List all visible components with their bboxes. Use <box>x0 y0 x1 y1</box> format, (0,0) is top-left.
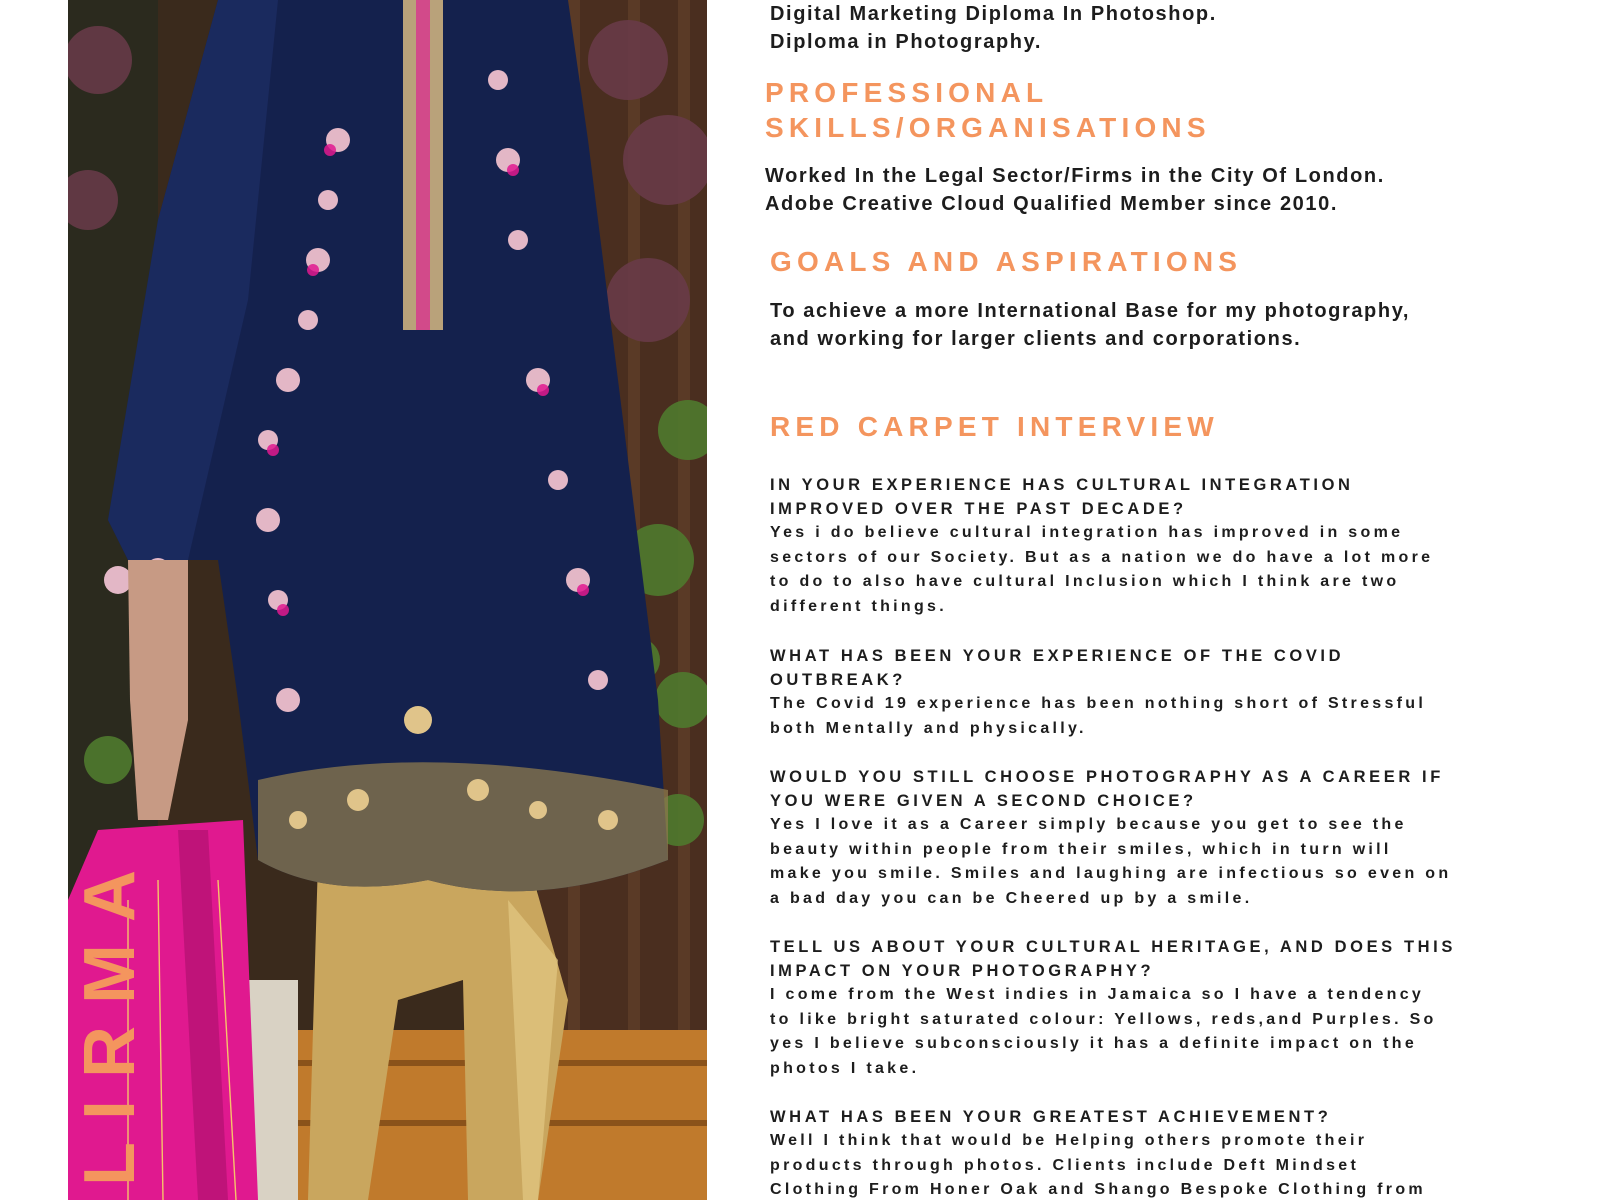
hero-photo <box>68 0 707 1200</box>
interview-answer: I come from the West indies in Jamaica so I have a tendency <box>770 986 1425 1003</box>
interview-answer: products through photos. Clients include Deft Mindset <box>770 1156 1360 1174</box>
interview-question: WOULD YOU STILL CHOOSE PHOTOGRAPHY AS A CAREER IF <box>770 768 1444 786</box>
interview-answer: to do to also have cultural Inclusion which I think are two <box>770 573 1400 590</box>
goals-heading: GOALS AND ASPIRATIONS <box>770 246 1243 277</box>
interview-question: IMPACT ON YOUR PHOTOGRAPHY? <box>770 962 1155 980</box>
interview-answer: Clothing From Honer Oak and Shango Bespoke Clothing from <box>770 1181 1426 1198</box>
skills-body <box>765 162 1505 218</box>
interview-answer: Well I think that would be Helping others promote their <box>770 1132 1368 1149</box>
interview-answer: a bad day you can be Cheered up by a smile. <box>770 889 1253 907</box>
interview-item <box>770 644 1510 741</box>
interview-question: IMPROVED OVER THE PAST DECADE? <box>770 500 1187 518</box>
interview-heading: RED CARPET INTERVIEW <box>770 411 1219 442</box>
interview-answer: different things. <box>770 597 947 615</box>
vertical-name: LIRMA <box>70 848 150 1186</box>
education-line: Diploma in Photography. <box>770 31 1042 53</box>
interview-item <box>770 1105 1510 1203</box>
interview-question: TELL US ABOUT YOUR CULTURAL HERITAGE, AND DOES THIS <box>770 938 1456 956</box>
interview-section <box>770 409 1510 444</box>
skills-line: Worked In the Legal Sector/Firms in the City Of London. <box>765 165 1385 187</box>
interview-answer: Yes i do believe cultural integration has improved in some <box>770 524 1404 541</box>
skills-line: Adobe Creative Cloud Qualified Member since 2010. <box>765 193 1338 215</box>
interview-answer: yes I believe subconsciously it has a definite impact on the <box>770 1035 1418 1052</box>
skills-section <box>765 75 1505 145</box>
interview-answer: Yes I love it as a Career simply because you get to see the <box>770 816 1407 833</box>
interview-answer: The Covid 19 experience has been nothing short of Stressful <box>770 695 1427 712</box>
skills-heading: SKILLS/ORGANISATIONS <box>765 112 1211 143</box>
goals-line: and working for larger clients and corporations. <box>770 328 1302 350</box>
interview-answer: both Mentally and physically. <box>770 719 1087 737</box>
education-line: Digital Marketing Diploma In Photoshop. <box>770 3 1217 25</box>
interview-question: WHAT HAS BEEN YOUR GREATEST ACHIEVEMENT? <box>770 1108 1332 1126</box>
skills-heading: PROFESSIONAL <box>765 77 1049 108</box>
interview-answer: to like bright saturated colour: Yellows, reds,and Purples. So <box>770 1010 1437 1028</box>
interview-answer: sectors of our Society. But as a nation we do have a lot more <box>770 548 1434 566</box>
interview-question: YOU WERE GIVEN A SECOND CHOICE? <box>770 792 1197 810</box>
interview-answer: photos I take. <box>770 1059 920 1077</box>
interview-item <box>770 473 1510 619</box>
interview-question: WHAT HAS BEEN YOUR EXPERIENCE OF THE COVID <box>770 647 1345 665</box>
interview-answer: make you smile. Smiles and laughing are infectious so even on <box>770 865 1452 882</box>
goals-section <box>770 244 1510 279</box>
interview-item <box>770 765 1510 911</box>
interview-question: IN YOUR EXPERIENCE HAS CULTURAL INTEGRATION <box>770 476 1354 494</box>
interview-question: OUTBREAK? <box>770 671 906 689</box>
goals-body <box>770 297 1510 353</box>
education-section <box>770 0 1510 56</box>
goals-line: To achieve a more International Base for my photography, <box>770 300 1411 322</box>
interview-answer: beauty within people from their smiles, which in turn will <box>770 840 1392 858</box>
interview-item <box>770 935 1510 1081</box>
